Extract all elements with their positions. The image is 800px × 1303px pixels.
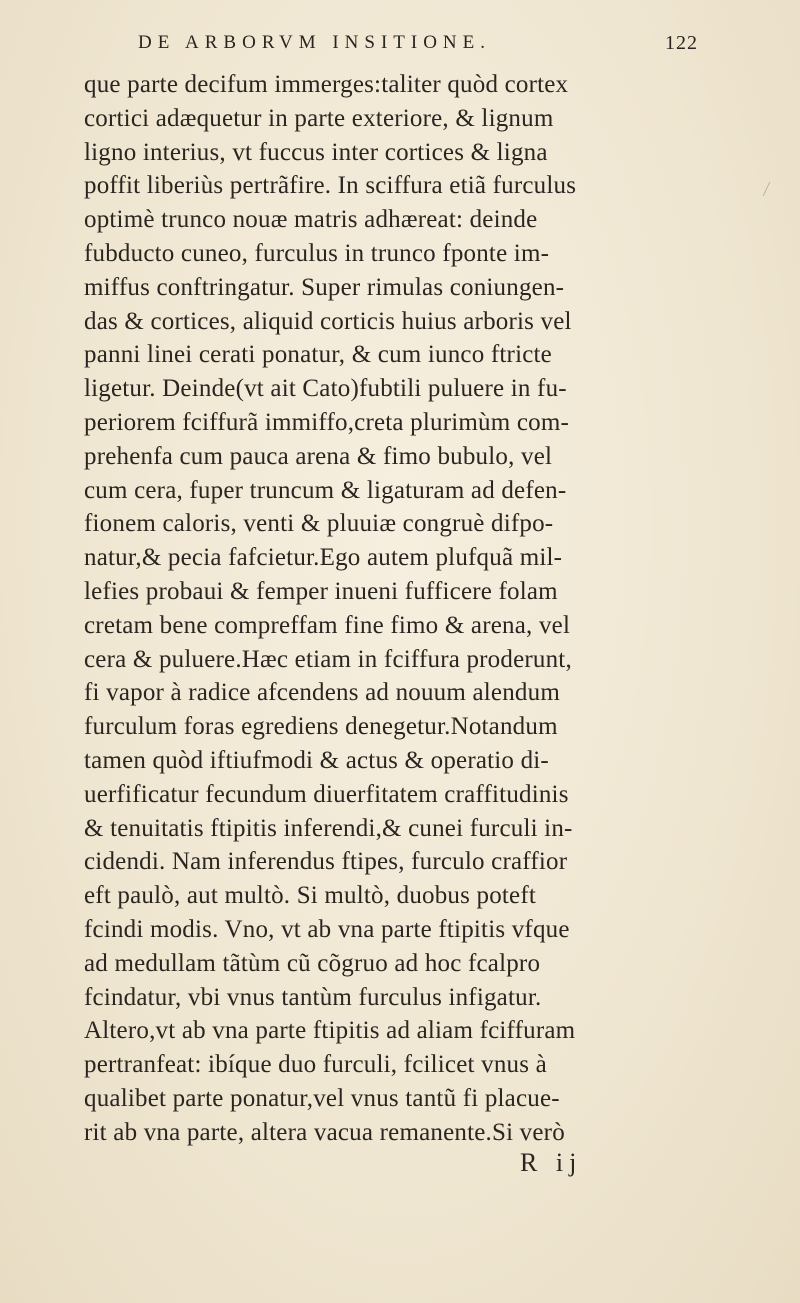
text-line: natur,& pecia fafcietur.Ego autem plufquã mil-: [84, 544, 563, 572]
text-line: furculum foras egrediens denegetur.Notandum: [84, 713, 558, 741]
text-line: ad medullam tãtùm cũ cõgruo ad hoc fcalpro: [84, 949, 541, 977]
text-line: fubducto cuneo, furculus in trunco fponte im-: [84, 239, 550, 267]
folio-number: 122: [665, 32, 698, 54]
text-line: fionem caloris, venti & pluuiæ congruè difpo-: [84, 510, 554, 538]
signature-mark: R ij: [520, 1148, 583, 1177]
text-line: eft paulò, aut multò. Si multò, duobus poteft: [84, 882, 537, 910]
text-line: qualibet parte ponatur,vel vnus tantũ fi placue-: [84, 1084, 560, 1112]
margin-tick: [755, 182, 771, 196]
text-line: lefies probaui & femper inueni fufficere folam: [84, 577, 558, 605]
text-line: tamen quòd iftiufmodi & actus & operatio di-: [84, 746, 549, 774]
text-line: que parte decifum immerges:taliter quòd cortex: [84, 71, 569, 98]
text-line: Altero,vt ab vna parte ftipitis ad aliam fciffuram: [84, 1017, 576, 1045]
body-text: [84, 68, 714, 1150]
text-line: cretam bene compreffam fine fimo & arena, vel: [84, 611, 571, 639]
text-line: prehenfa cum pauca arena & fimo bubulo, vel: [84, 442, 553, 470]
running-title: DE ARBORVM INSITIONE.: [138, 32, 492, 53]
text-line: cidendi. Nam inferendus ftipes, furculo craffior: [84, 848, 568, 876]
text-line: periorem fciffurã immiffo,creta plurimùm com-: [84, 408, 569, 436]
text-line: miffus conftringatur. Super rimulas coniungen-: [84, 273, 565, 301]
text-line: cum cera, fuper truncum & ligaturam ad defen-: [84, 476, 567, 504]
text-line: & tenuitatis ftipitis inferendi,& cunei furculi in-: [84, 814, 573, 842]
text-line: uerfificatur fecundum diuerfitatem craffitudinis: [84, 780, 569, 808]
text-line: ligetur. Deinde(vt ait Cato)fubtili puluere in fu-: [84, 375, 567, 403]
text-line: pertranfeat: ibíque duo furculi, fcilicet vnus à: [84, 1051, 547, 1079]
text-line: das & cortices, aliquid corticis huius arboris vel: [84, 307, 572, 335]
text-line: cortici adæquetur in parte exteriore, & lignum: [84, 104, 554, 132]
text-line: panni linei cerati ponatur, & cum iunco ftricte: [84, 341, 552, 369]
text-line: fcindatur, vbi vnus tantùm furculus infigatur.: [84, 983, 542, 1011]
text-line: fi vapor à radice afcendens ad nouum alendum: [84, 679, 560, 707]
running-head: [138, 28, 698, 60]
text-line: fcindi modis. Vno, vt ab vna parte ftipitis vfque: [84, 915, 570, 943]
text-line: poffit liberiùs pertrãfire. In sciffura etiã furculus: [84, 172, 577, 200]
text-line: cera & puluere.Hæc etiam in fciffura proderunt,: [84, 645, 572, 673]
text-line: optimè trunco nouæ matris adhæreat: deinde: [84, 206, 538, 234]
text-line: ligno interius, vt fuccus inter cortices & ligna: [84, 138, 548, 166]
text-line: rit ab vna parte, altera vacua remanente.Si verò: [84, 1118, 565, 1146]
